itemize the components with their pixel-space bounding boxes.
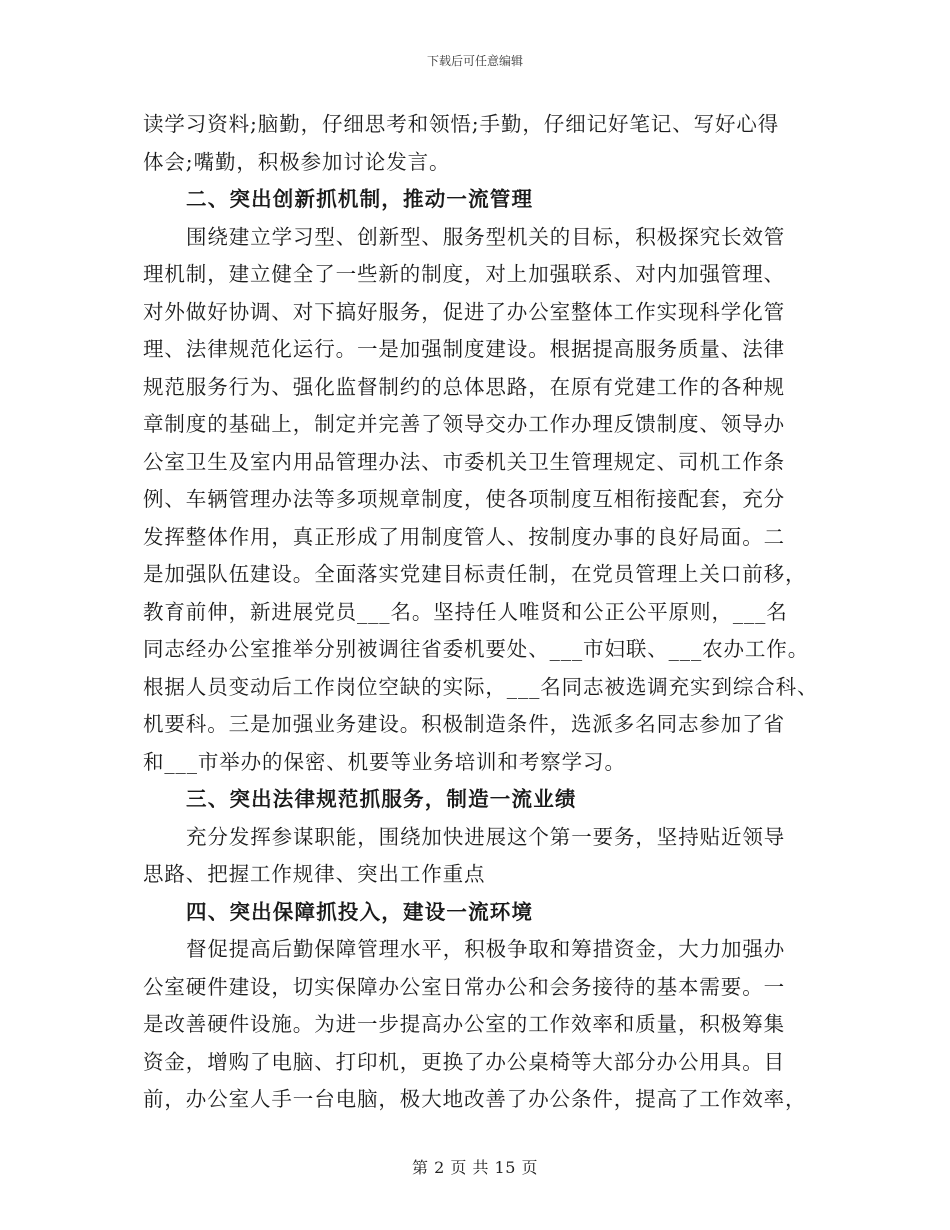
body-text-line: 读学习资料;脑勤，仔细思考和领悟;手勤，仔细记好笔记、写好心得 xyxy=(143,112,780,136)
body-text-line: 和___市举办的保密、机要等业务培训和考察学习。 xyxy=(143,749,626,774)
body-text-line: 根据人员变动后工作岗位空缺的实际，___名同志被选调充实到综合科、 xyxy=(143,674,819,699)
body-text-line: 理机制，建立健全了一些新的制度，对上加强联系、对内加强管理、 xyxy=(143,262,785,286)
body-text-line: 体会;嘴勤，积极参加讨论发言。 xyxy=(143,149,451,174)
body-text-line: 对外做好协调、对下搞好服务，促进了办公室整体工作实现科学化管 xyxy=(143,299,785,324)
body-text-line: 例、车辆管理办法等多项规章制度，使各项制度互相衔接配套，充分 xyxy=(143,487,785,511)
body-text-line: 是改善硬件设施。为进一步提高办公室的工作效率和质量，积极筹集 xyxy=(143,1012,785,1036)
body-text-line: 教育前伸，新进展党员___名。坚持任人唯贤和公正公平原则，___名 xyxy=(143,599,788,624)
body-text-line: 督促提高后勤保障管理水平，积极争取和筹措资金，大力加强办 xyxy=(186,937,786,961)
body-text-line: 公室硬件建设，切实保障办公室日常办公和会务接待的基本需要。一 xyxy=(143,974,785,999)
body-text-line: 思路、把握工作规律、突出工作重点 xyxy=(143,862,486,886)
body-text-line: 机要科。三是加强业务建设。积极制造条件，选派多名同志参加了省 xyxy=(143,712,785,736)
section-heading: 三、突出法律规范抓服务，制造一流业绩 xyxy=(186,787,577,811)
body-text-line: 发挥整体作用，真正形成了用制度管人、按制度办事的良好局面。二 xyxy=(143,524,785,549)
body-text-line: 是加强队伍建设。全面落实党建目标责任制，在党员管理上关口前移， xyxy=(143,562,807,586)
section-heading: 二、突出创新抓机制，推动一流管理 xyxy=(186,187,534,211)
body-text-line: 资金，增购了电脑、打印机，更换了办公桌椅等大部分办公用具。目 xyxy=(143,1049,785,1074)
body-text-line: 公室卫生及室内用品管理办法、市委机关卫生管理规定、司机工作条 xyxy=(143,449,785,474)
body-text-line: 章制度的基础上，制定并完善了领导交办工作办理反馈制度、领导办 xyxy=(143,412,785,436)
section-heading: 四、突出保障抓投入，建设一流环境 xyxy=(186,899,534,924)
body-text-line: 规范服务行为、强化监督制约的总体思路，在原有党建工作的各种规 xyxy=(143,374,785,399)
document-body xyxy=(143,106,823,1119)
body-text-line: 充分发挥参谋职能，围绕加快进展这个第一要务，坚持贴近领导 xyxy=(186,824,786,849)
body-text-line: 同志经办公室推举分别被调往省委机要处、___市妇联、___农办工作。 xyxy=(143,637,810,661)
body-text-line: 围绕建立学习型、创新型、服务型机关的目标，积极探究长效管 xyxy=(186,224,786,249)
body-text-line: 理、法律规范化运行。一是加强制度建设。根据提高服务质量、法律 xyxy=(143,337,785,361)
page-header: 下载后可任意编辑 xyxy=(426,54,523,68)
body-text-line: 前，办公室人手一台电脑，极大地改善了办公条件，提高了工作效率， xyxy=(143,1087,807,1111)
page-number-footer: 第 2 页 共 15 页 xyxy=(412,1158,538,1177)
